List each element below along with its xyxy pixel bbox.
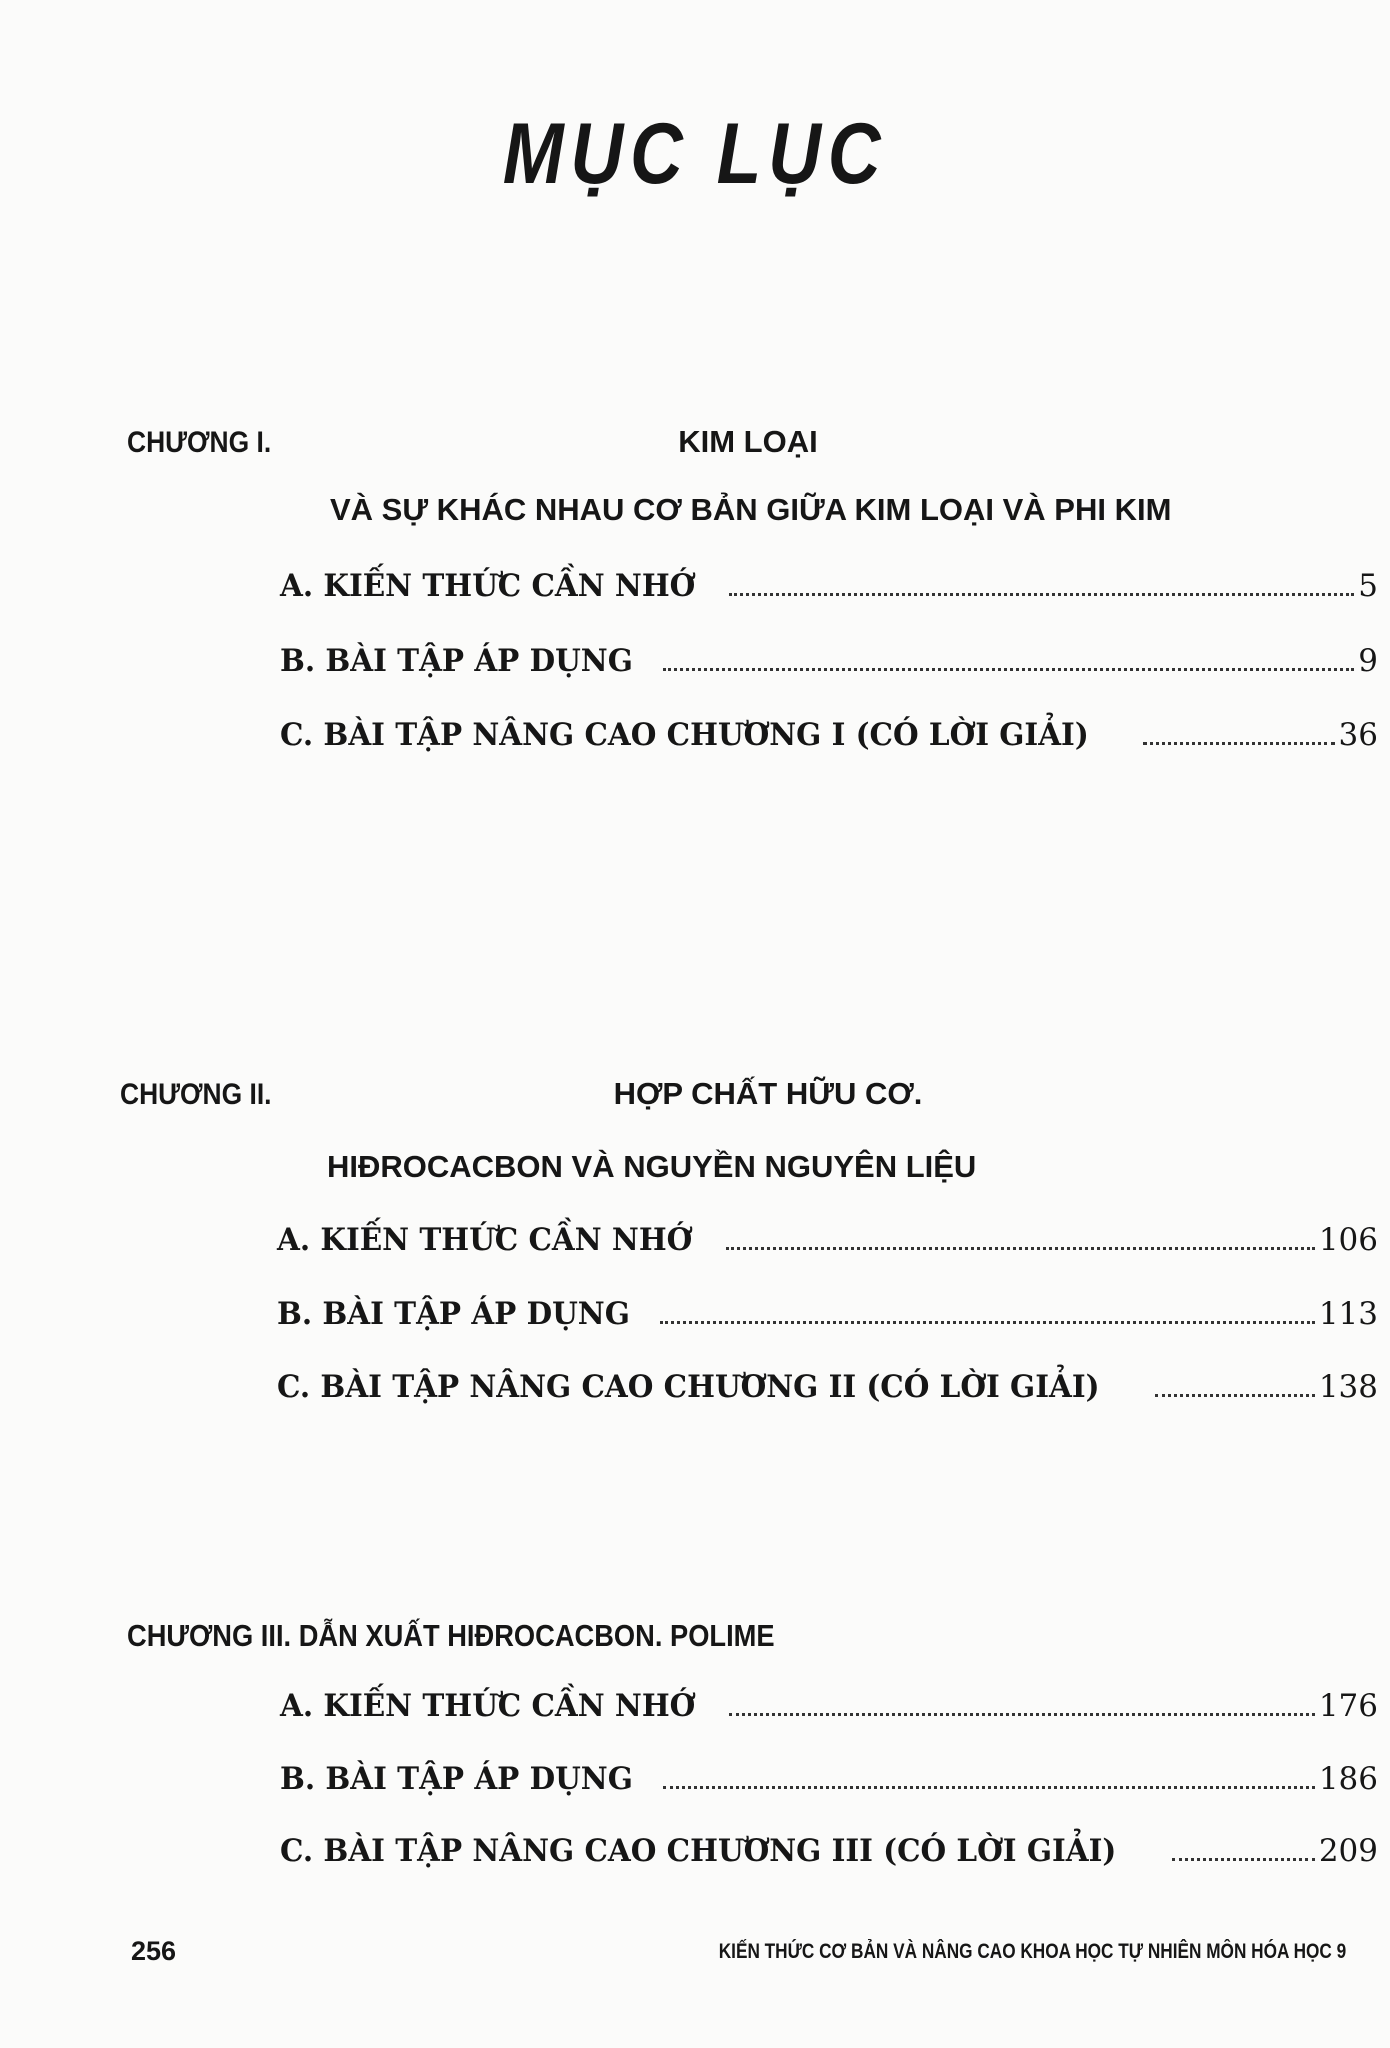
toc-entry-page: 106: [1318, 1222, 1378, 1258]
running-footer: KIẾN THỨC CƠ BẢN VÀ NÂNG CAO KHOA HỌC TỰ NHIÊN MÔN HÓA HỌC 9: [718, 1940, 1346, 1963]
toc-entry[interactable]: [280, 643, 1378, 679]
toc-entry-label: B. BÀI TẬP ÁP DỤNG: [280, 643, 633, 679]
toc-entry-page: 36: [1338, 717, 1378, 753]
toc-entry[interactable]: [277, 1222, 1378, 1258]
toc-entry-label: A. KIẾN THỨC CẦN NHỚ: [280, 568, 696, 604]
dot-leader: [663, 667, 1354, 671]
dot-leader: [1172, 1857, 1315, 1861]
toc-entry-label: C. BÀI TẬP NÂNG CAO CHƯƠNG II (CÓ LỜI GIẢI): [277, 1369, 1100, 1405]
toc-entry[interactable]: [280, 1833, 1378, 1869]
toc-entry[interactable]: [280, 1688, 1378, 1724]
toc-entry-page: 113: [1318, 1296, 1378, 1332]
dot-leader: [729, 1712, 1315, 1716]
dot-leader: [1155, 1393, 1315, 1397]
toc-entry-label: B. BÀI TẬP ÁP DỤNG: [280, 1761, 633, 1797]
toc-entry-label: B. BÀI TẬP ÁP DỤNG: [277, 1296, 630, 1332]
toc-entry[interactable]: [277, 1369, 1378, 1405]
toc-entry-label: A. KIẾN THỨC CẦN NHỚ: [280, 1688, 696, 1724]
toc-entry-page: 9: [1358, 643, 1378, 679]
chapter-2-label: CHƯƠNG II.: [120, 1078, 272, 1111]
toc-entry-label: C. BÀI TẬP NÂNG CAO CHƯƠNG I (CÓ LỜI GIẢI): [280, 717, 1089, 753]
toc-entry-page: 209: [1318, 1833, 1378, 1869]
toc-entry[interactable]: [280, 568, 1378, 604]
dot-leader: [726, 1246, 1315, 1250]
chapter-1-label: CHƯƠNG I.: [127, 426, 272, 459]
dot-leader: [660, 1320, 1314, 1324]
chapter-2-subheading: HIĐROCACBON VÀ NGUYỀN NGUYÊN LIỆU: [327, 1149, 977, 1184]
toc-entry-page: 5: [1358, 568, 1378, 604]
chapter-2-heading: HỢP CHẤT HỮU CƠ.: [613, 1076, 923, 1111]
toc-entry[interactable]: [280, 1761, 1378, 1797]
toc-entry-page: 176: [1318, 1688, 1378, 1724]
dot-leader: [729, 592, 1354, 596]
chapter-3-label: CHƯƠNG III. DẪN XUẤT HIĐROCACBON. POLIME: [127, 1618, 775, 1653]
toc-entry-page: 138: [1318, 1369, 1378, 1405]
dot-leader: [663, 1785, 1314, 1789]
page-title: MỤC LỤC: [502, 106, 888, 202]
dot-leader: [1143, 741, 1334, 745]
toc-entry-page: 186: [1318, 1761, 1378, 1797]
chapter-1-heading: KIM LOẠI: [678, 424, 818, 459]
toc-entry-label: A. KIẾN THỨC CẦN NHỚ: [277, 1222, 693, 1258]
toc-entry-label: C. BÀI TẬP NÂNG CAO CHƯƠNG III (CÓ LỜI GIẢI): [280, 1833, 1117, 1869]
page-number: 256: [131, 1936, 177, 1966]
toc-entry[interactable]: [277, 1296, 1378, 1332]
chapter-1-subheading: VÀ SỰ KHÁC NHAU CƠ BẢN GIỮA KIM LOẠI VÀ PHI KIM: [330, 492, 1172, 527]
toc-entry[interactable]: [280, 717, 1378, 753]
